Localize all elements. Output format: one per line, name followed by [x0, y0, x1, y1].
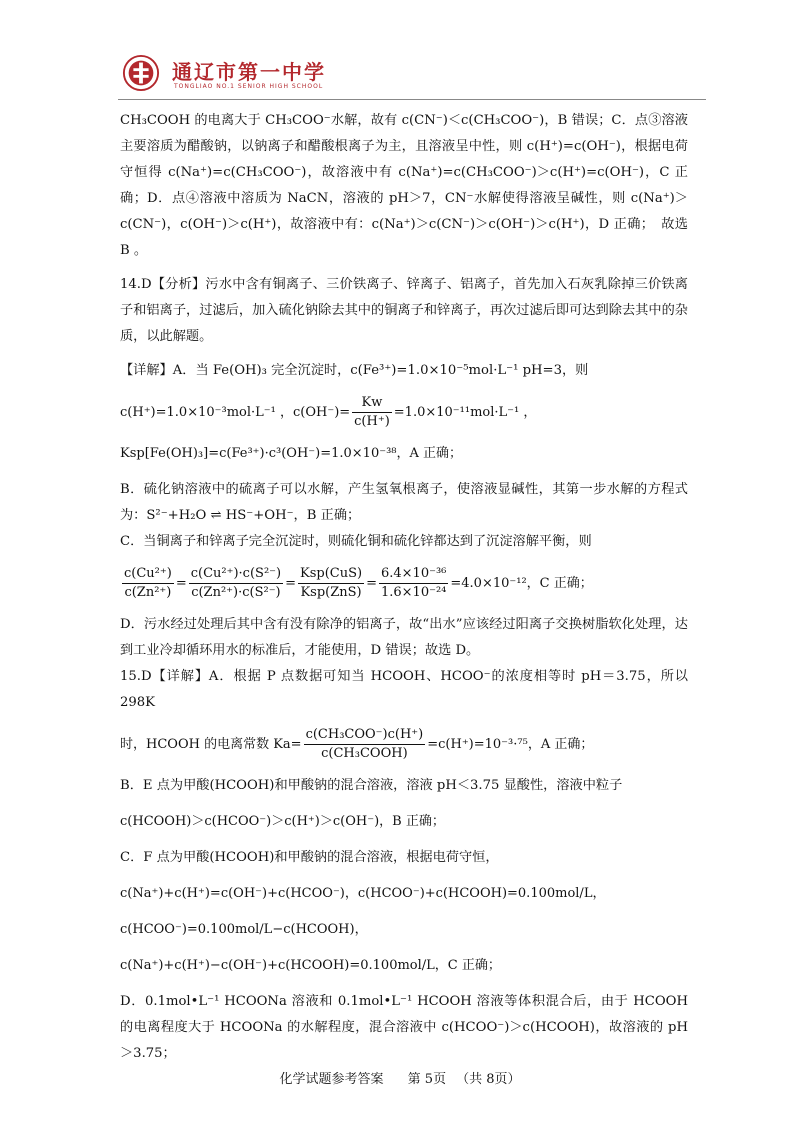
formula: c(HCOOH)＞c(HCOO⁻)＞c(H⁺)＞c(OH⁻)，B 正确；: [120, 814, 445, 829]
page-header: [118, 52, 706, 98]
formula: c(H⁺)=1.0×10⁻³mol·L⁻¹ ，c(OH⁻)= $\frac{Kw}{c(H^+)}$ =1.0×10⁻¹¹mol·L⁻¹ ，: [120, 395, 537, 429]
paragraph: C．F 点为甲酸(HCOOH)和甲酸钠的混合溶液，根据电荷守恒，: [120, 850, 499, 865]
footer-page-number: 第 5页: [407, 1072, 447, 1087]
formula: c(Na⁺)+c(H⁺)=c(OH⁻)+c(HCOO⁻)，c(HCOO⁻)+c(HCOOH)=0.100mol/L，: [120, 886, 606, 901]
paragraph: 15.D【详解】A．根据 P 点数据可知当 HCOOH、HCOO⁻的浓度相等时 pH＝3.75，所以 298K: [120, 669, 688, 710]
paragraph: C．当铜离子和锌离子完全沉淀时，则硫化铜和硫化锌都达到了沉淀溶解平衡，则: [120, 534, 592, 549]
formula: $\frac{\text{c(Cu²⁺)}}{\text{c(Zn²⁺)}}$ = $\frac{\text{c(Cu²⁺)·c(S²⁻)}}{\text{c(Zn²⁺)·c(S²⁻)}}$ = $\frac{\text{Ksp(CuS)}}{\text{Ksp(ZnS)}}$ = $\frac{\text{6.4×10⁻³⁶}}{\text{1.6×10⁻²⁴}}$ =4.0×10⁻¹²，C 正确；: [124, 566, 593, 600]
answer-content: [120, 108, 688, 1067]
footer-page-total: （共 8页）: [456, 1072, 521, 1087]
paragraph: B．E 点为甲酸(HCOOH)和甲酸钠的混合溶液，溶液 pH＜3.75 显酸性，溶液中粒子: [120, 778, 623, 793]
formula: c(HCOO⁻)=0.100mol/L−c(HCOOH)，: [120, 922, 368, 937]
page-footer: [0, 1068, 800, 1087]
formula: 时，HCOOH 的电离常数 Ka= $\frac{\text{c(CH₃COO⁻)c(H⁺)}}{\text{c(CH₃COOH)}}$ =c(H⁺)=10⁻³·⁷⁵，A 正确；: [120, 727, 594, 761]
formula: c(Na⁺)+c(H⁺)−c(OH⁻)+c(HCOOH)=0.100mol/L，C 正确；: [120, 958, 501, 973]
school-subtitle: TONGLIAO NO.1 SENIOR HIGH SCHOOL: [174, 83, 324, 90]
school-logo-icon: [122, 54, 160, 92]
header-divider: [118, 99, 706, 100]
school-name: 通辽市第一中学: [172, 60, 326, 84]
formula: Ksp[Fe(OH)₃]=c(Fe³⁺)·c³(OH⁻)=1.0×10⁻³⁸，A 正确；: [120, 446, 463, 461]
paragraph: CH₃COOH 的电离大于 CH₃COO⁻水解，故有 c(CN⁻)＜c(CH₃COO⁻)，B 错误；C．点③溶液主要溶质为醋酸钠，以钠离子和醋酸根离子为主，且溶液呈中性，则 c(H⁺)=c(OH⁻)，根据电荷守恒得 c(Na⁺)=c(CH₃COO⁻)，故溶液中有 c(Na⁺)=c(CH₃COO⁻)＞c(H⁺)=c(OH⁻)，C 正确；D．点④溶液中溶质为 NaCN，溶液的 pH＞7，CN⁻水解使得溶液呈碱性，则 c(Na⁺)＞c(CN⁻)，c(OH⁻)＞c(H⁺)，故溶液中有：c(Na⁺)＞c(CN⁻)＞c(OH⁻)＞c(H⁺)，D 正确； 故选 B 。: [120, 113, 688, 258]
footer-doc-title: 化学试题参考答案: [279, 1072, 384, 1087]
paragraph: D．0.1mol•L⁻¹ HCOONa 溶液和 0.1mol•L⁻¹ HCOOH 溶液等体积混合后，由于 HCOOH 的电离程度大于 HCOONa 的水解程度，混合溶液中 c(HCOO⁻)＞c(HCOOH)，故溶液的 pH＞3.75；: [120, 994, 688, 1061]
paragraph: 14.D【分析】污水中含有铜离子、三价铁离子、锌离子、铝离子，首先加入石灰乳除掉三价铁离子和铝离子，过滤后，加入硫化钠除去其中的铜离子和锌离子，再次过滤后即可达到除去其中的杂质，以此解题。: [120, 277, 688, 344]
paragraph: D．污水经过处理后其中含有没有除净的铝离子，故“出水”应该经过阳离子交换树脂软化处理，达到工业冷却循环用水的标准后，才能使用，D 错误；故选 D。: [120, 617, 688, 658]
paragraph: 【详解】A．当 Fe(OH)₃ 完全沉淀时，c(Fe³⁺)=1.0×10⁻⁵mol·L⁻¹ pH=3，则: [120, 363, 589, 378]
paragraph: B．硫化钠溶液中的硫离子可以水解，产生氢氧根离子，使溶液显碱性，其第一步水解的方程式为：S²⁻+H₂O ⇌ HS⁻+OH⁻，B 正确；: [120, 482, 688, 523]
